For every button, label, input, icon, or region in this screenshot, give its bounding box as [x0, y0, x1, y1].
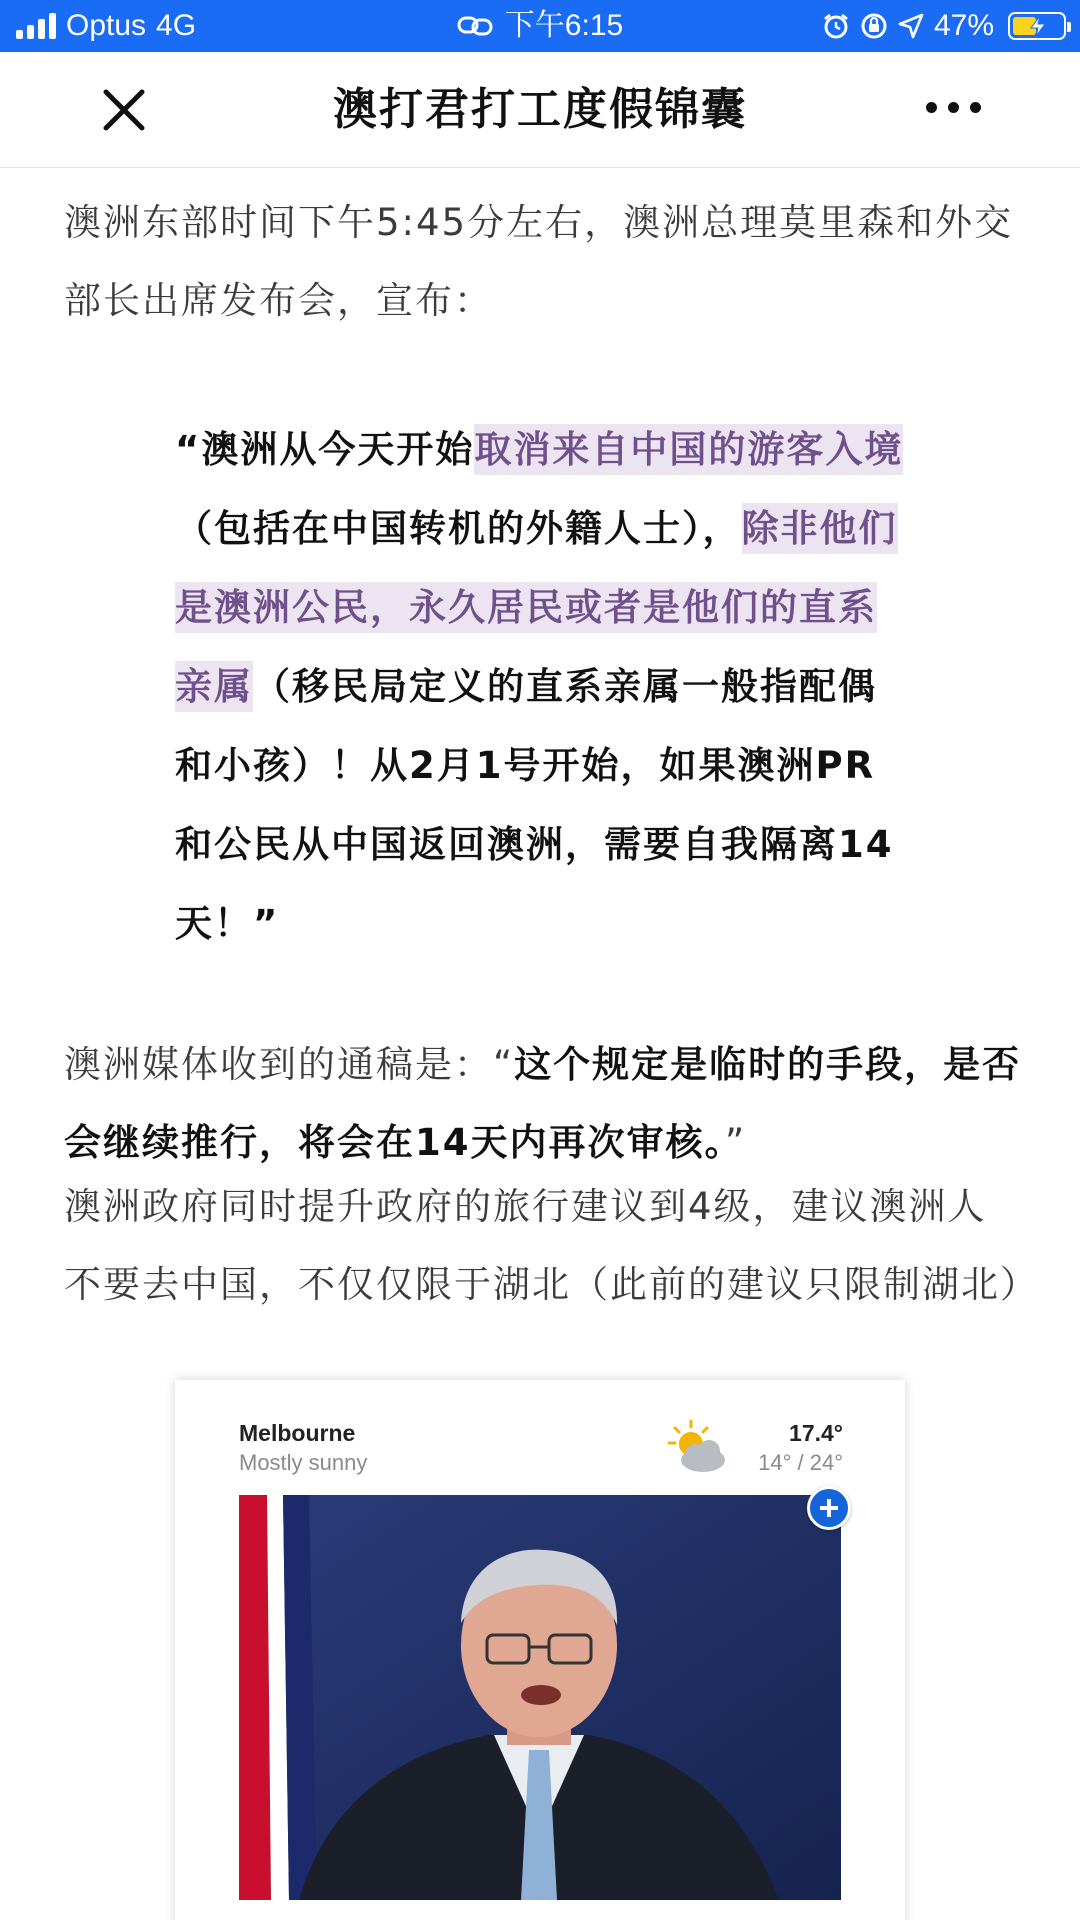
network-label: 4G	[156, 9, 197, 42]
status-bar	[0, 0, 1080, 52]
nav-header	[0, 52, 1080, 168]
weather-city: Melbourne	[239, 1420, 356, 1446]
weather-range: 14° / 24°	[758, 1450, 843, 1475]
weather-temperature: 17.4°	[789, 1420, 843, 1446]
location-icon	[898, 13, 924, 39]
article-paragraph-media	[64, 1026, 1024, 1182]
partly-sunny-icon	[665, 1418, 729, 1474]
page-title: 澳打君打工度假锦囊	[333, 84, 747, 135]
quote-text: （移民局定义的直系亲属一般指配偶和小孩）！从2月1号开始，如果澳洲PR和公民从中国返回澳洲，需要自我隔离14天！”	[175, 665, 894, 945]
carrier-label: Optus	[66, 9, 147, 42]
article-quote	[175, 410, 910, 963]
media-prefix: 澳洲媒体收到的通稿是：“	[64, 1043, 515, 1086]
article-paragraph-travel-advice: 澳洲政府同时提升政府的旅行建议到4级，建议澳洲人不要去中国，不仅仅限于湖北（此前的建议只限制湖北）	[64, 1185, 1039, 1306]
media-suffix: ”	[725, 1121, 747, 1164]
rotation-lock-icon	[860, 12, 888, 40]
embedded-news-image[interactable]	[175, 1380, 905, 1920]
highlight-text: 取消来自中国的游客入境	[474, 424, 903, 475]
battery-icon	[1008, 12, 1066, 40]
add-icon[interactable]	[807, 1486, 851, 1530]
weather-condition: Mostly sunny	[239, 1450, 368, 1475]
more-icon[interactable]	[926, 102, 981, 113]
article-paragraph-intro: 澳洲东部时间下午5:45分左右，澳洲总理莫里森和外交部长出席发布会，宣布：	[64, 201, 1014, 322]
quote-text: （包括在中国转机的外籍人士），	[175, 507, 742, 550]
quote-text: “澳洲从今天开始	[175, 428, 475, 471]
highlight-text: 除非他们是澳洲公民，永久居民或者是他们的直系亲属	[175, 503, 898, 712]
battery-percent: 47%	[933, 9, 994, 42]
press-conference-photo	[239, 1495, 841, 1900]
clock-time: 下午6:15	[504, 9, 624, 42]
alarm-icon	[822, 12, 850, 40]
link-icon	[457, 14, 493, 38]
media-statement: 这个规定是临时的手段，是否会继续推行，将会在14天内再次审核。	[64, 1043, 1022, 1164]
